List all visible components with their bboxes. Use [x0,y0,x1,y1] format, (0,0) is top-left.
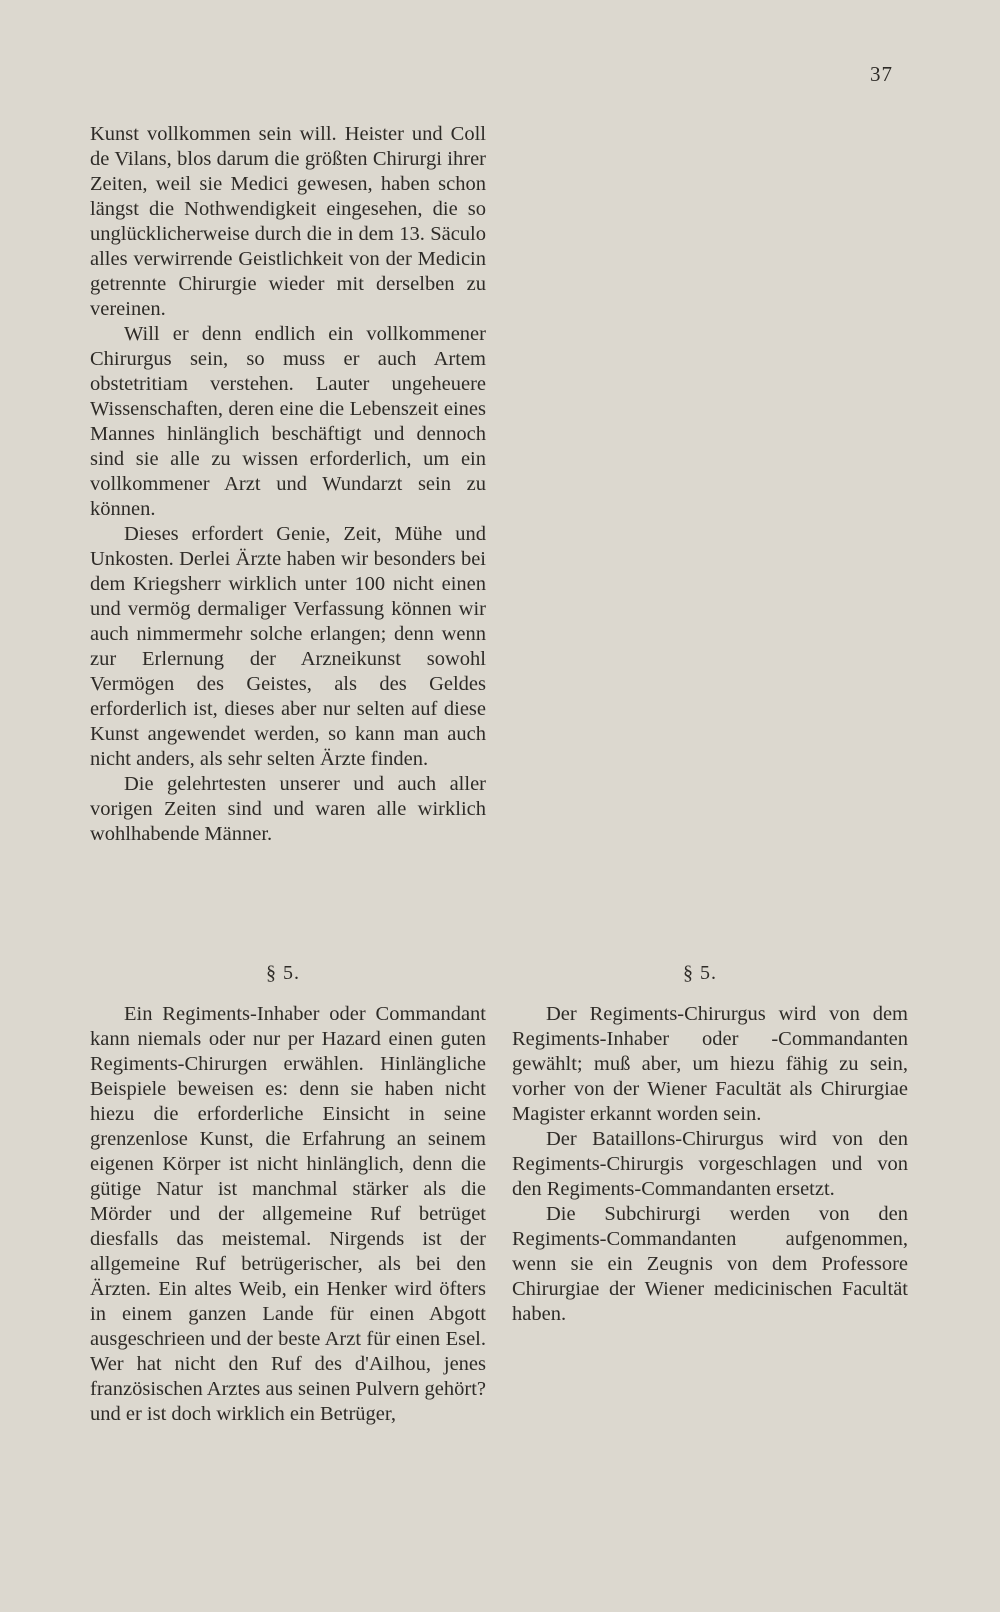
paragraph-left-section: Ein Regiments-Inhaber oder Commandant kann niemals oder nur per Hazard einen guten Regiments-Chirurgen erwählen. Hinlängliche Beispiele beweisen es: denn sie haben nicht hiezu die erforderliche Einsicht in seine grenzenlose Kunst, die Erfahrung an seinem eigenen Körper ist nicht hinlänglich, denn die gütige Natur ist manchmal stärker als die Mörder und der allgemeine Ruf betrüget diesfalls das meistemal. Nirgends ist der allgemeine Ruf betrügerischer, als bei den Ärzten. Ein altes Weib, ein Henker wird öfters in einem ganzen Lande für einen Abgott ausgeschrieen und der beste Arzt für einen Esel. Wer hat nicht den Ruf des d'Ailhou, jenes französischen Arztes aus seinen Pulvern gehört? und er ist doch wirklich ein Betrüger, [90,1003,486,1425]
paragraph-4: Die gelehrtesten unserer und auch aller vorigen Zeiten sind und waren alle wirklich wohlhabende Männer. [90,773,486,845]
paragraph-2: Will er denn endlich ein vollkommener Chirurgus sein, so muss er auch Artem obstetritiam verstehen. Lauter ungeheuere Wissenschaften, deren eine die Lebenszeit eines Mannes hinlänglich beschäftigt und dennoch sind sie alle zu wissen erforderlich, um ein vollkommener Arzt und Wundarzt sein zu können. [90,323,486,520]
section-heading-left: § 5. [266,962,300,984]
right-column-section-text [512,1002,908,1327]
paragraph-right-1: Der Regiments-Chirurgus wird von dem Regiments-Inhaber oder -Commandanten gewählt; muß aber, um hiezu fähig zu sein, vorher von der Wiener Facultät als Chirurgiae Magister erkannt worden sein. [512,1003,908,1125]
left-column-section-text [90,1002,486,1427]
left-column-top-text [90,122,486,847]
page-number: 37 [870,62,893,86]
paragraph-right-2: Der Bataillons-Chirurgus wird von den Regiments-Chirurgis vorgeschlagen und von den Regiments-Commandanten ersetzt. [512,1128,908,1200]
paragraph-right-3: Die Subchirurgi werden von den Regiments-Commandanten aufgenommen, wenn sie ein Zeugnis von dem Professore Chirurgiae der Wiener medicinischen Facultät haben. [512,1203,908,1325]
paragraph-1: Kunst vollkommen sein will. Heister und Coll de Vilans, blos darum die größten Chirurgi ihrer Zeiten, weil sie Medici gewesen, haben schon längst die Nothwendigkeit eingesehen, die so unglücklicherweise durch die in dem 13. Säculo alles verwirrende Geistlichkeit von der Medicin getrennte Chirurgie wieder mit derselben zu vereinen. [90,123,486,320]
section-heading-right: § 5. [683,962,717,984]
paragraph-3: Dieses erfordert Genie, Zeit, Mühe und Unkosten. Derlei Ärzte haben wir besonders bei dem Kriegsherr wirklich unter 100 nicht einen und vermög dermaliger Verfassung können wir auch nimmermehr solche erlangen; denn wenn zur Erlernung der Arzneikunst sowohl Vermögen des Geistes, als des Geldes erforderlich ist, dieses aber nur selten auf diese Kunst angewendet werden, so kann man auch nicht anders, als sehr selten Ärzte finden. [90,523,486,770]
